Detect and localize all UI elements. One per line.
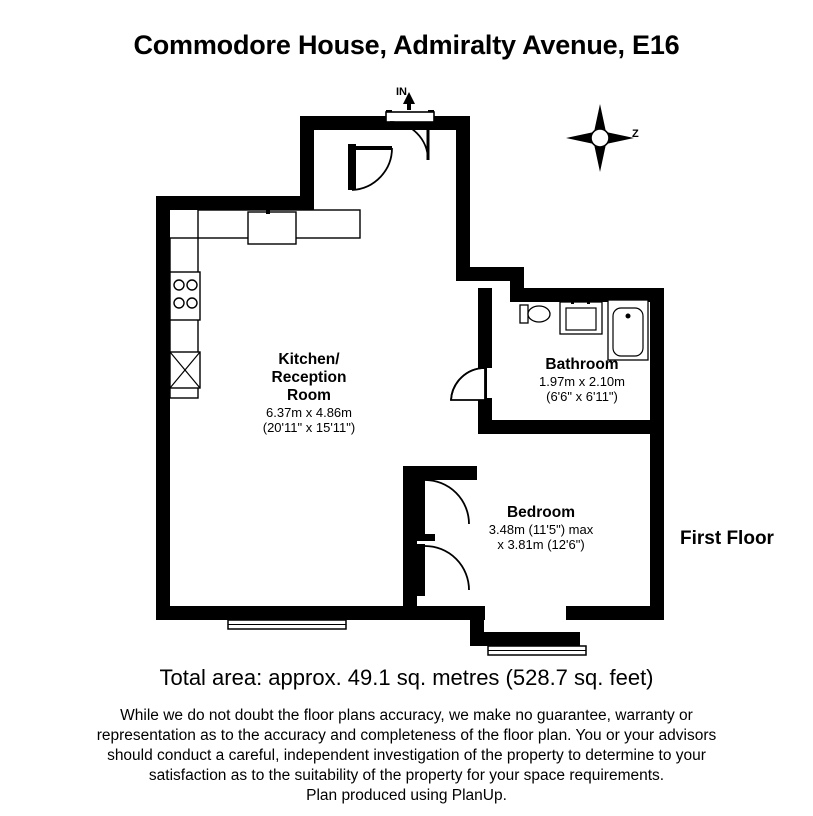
room-name-line: Kitchen/ bbox=[278, 351, 340, 368]
bathroom-basin-icon bbox=[560, 298, 602, 334]
hall-door-1 bbox=[348, 144, 392, 190]
entrance-label: IN bbox=[396, 86, 407, 98]
room-name-line: Room bbox=[287, 387, 331, 404]
disclaimer-line: should conduct a careful, independent investigation of the property to determine to your bbox=[107, 747, 706, 764]
room-name-line: Reception bbox=[271, 369, 347, 386]
compass-direction-label: Z bbox=[632, 128, 639, 140]
floor-label: First Floor bbox=[680, 528, 774, 549]
kitchen-appliance-icon bbox=[170, 352, 200, 388]
room-name-line: Bedroom bbox=[506, 504, 576, 521]
bedroom-closet-divider bbox=[403, 534, 435, 541]
room-dimension-imperial: (20'11" x 15'11") bbox=[262, 420, 356, 435]
room-name-line: Bathroom bbox=[545, 356, 619, 373]
room-label-bedroom bbox=[462, 504, 620, 552]
bathroom-door bbox=[451, 368, 485, 400]
window-bottom-right bbox=[488, 646, 586, 655]
bathroom-bath-icon bbox=[608, 300, 648, 360]
disclaimer-line: representation as to the accuracy and completeness of the floor plan. You or your advisors bbox=[96, 727, 717, 744]
total-area-text: Total area: approx. 49.1 sq. metres (528.7 sq. feet) bbox=[159, 665, 654, 690]
room-dimension-metric: 6.37m x 4.86m bbox=[266, 405, 352, 420]
disclaimer-line: While we do not doubt the floor plans accuracy, we make no guarantee, warranty or bbox=[120, 707, 693, 724]
room-label-kitchen bbox=[233, 351, 385, 435]
bathroom-toilet-icon bbox=[520, 305, 550, 323]
kitchen-hob-icon bbox=[170, 272, 200, 320]
room-dimension-imperial: x 3.81m (12'6") bbox=[497, 537, 585, 552]
room-dimension-imperial: (6'6" x 6'11") bbox=[546, 389, 618, 404]
page-title: Commodore House, Admiralty Avenue, E16 bbox=[133, 30, 680, 60]
room-dimension-metric: 3.48m (11'5") max bbox=[488, 522, 594, 537]
disclaimer-line: satisfaction as to the suitability of the property for your space requirements. bbox=[148, 767, 665, 784]
disclaimer-text bbox=[0, 706, 813, 806]
window-bottom-left bbox=[228, 620, 346, 629]
room-label-bathroom bbox=[508, 356, 656, 404]
room-dimension-metric: 1.97m x 2.10m bbox=[539, 374, 625, 389]
kitchen-sink bbox=[248, 206, 296, 244]
disclaimer-line: Plan produced using PlanUp. bbox=[306, 787, 507, 804]
compass-icon bbox=[566, 104, 634, 172]
